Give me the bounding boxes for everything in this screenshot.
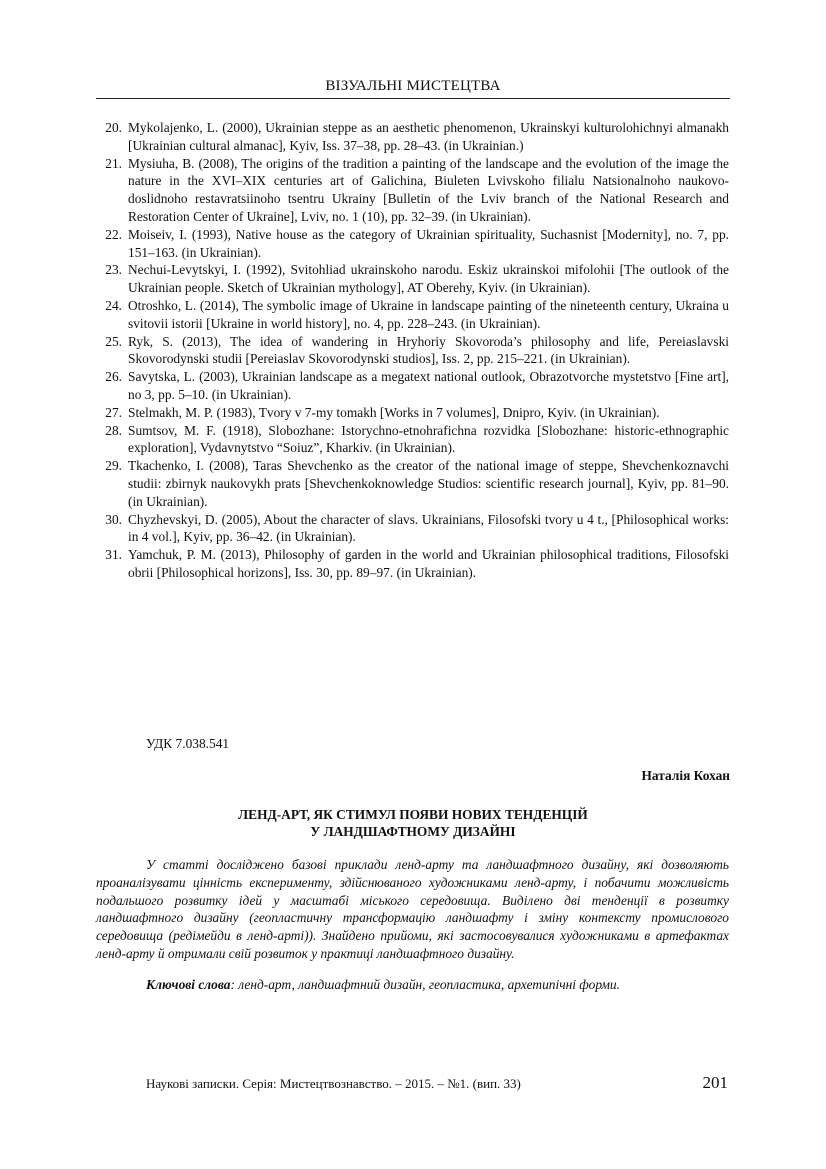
reference-number: 31. <box>105 547 122 563</box>
reference-text: Stelmakh, M. P. (1983), Tvory v 7-my tomakh [Works in 7 volumes], Dnipro, Kyiv. (in Ukrainian). <box>128 404 660 420</box>
udc-code: УДК 7.038.541 <box>146 736 230 751</box>
reference-number: 25. <box>105 333 122 349</box>
reference-item <box>96 457 729 510</box>
reference-text: Chyzhevskyi, D. (2005), About the character of slavs. Ukrainians, Filosofski tvory u 4 t., [Philosophical works: in 4 vol.], Kyiv, pp. 36–42. (in Ukrainian). <box>128 511 729 545</box>
reference-number: 26. <box>105 369 122 385</box>
reference-text: Sumtsov, M. F. (1918), Slobozhane: Istorychno-etnohrafichna rozvidka [Slobozhane: historic-ethnographic exploration], Vydavnytstvo “Soiuz”, Kharkiv. (in Ukrainian). <box>128 422 729 456</box>
article-title <box>96 806 730 840</box>
reference-item <box>96 422 729 458</box>
keywords-line <box>96 976 729 994</box>
reference-number: 22. <box>105 226 122 242</box>
reference-number: 29. <box>105 458 122 474</box>
keywords-label: Ключові слова <box>146 977 231 992</box>
reference-item <box>96 511 729 547</box>
reference-number: 20. <box>105 120 122 135</box>
reference-text: Savytska, L. (2003), Ukrainian landscape as a megatext national outlook, Obrazotvorche mystetstvo [Fine art], no 3, pp. 5–10. (in Ukrainian). <box>128 369 729 402</box>
reference-number: 30. <box>105 511 122 527</box>
reference-number: 21. <box>105 155 122 171</box>
reference-text: Yamchuk, P. M. (2013), Philosophy of garden in the world and Ukrainian philosophical traditions, Filosofski obrii [Philosophical horizons], Iss. 30, pp. 89–97. (in Ukrainian). <box>128 547 729 580</box>
reference-text: Mykolajenko, L. (2000), Ukrainian steppe as an aesthetic phenomenon, Ukrainskyi kulturolohichnyi almanakh [Ukrainian cultural almanac], Kyiv, Iss. 37–38, pp. 28–43. (in Ukrainian.) <box>128 120 729 153</box>
keywords-text: : ленд-арт, ландшафтний дизайн, геопластика, архетипічні форми. <box>230 977 620 992</box>
reference-number: 24. <box>105 297 122 313</box>
reference-item <box>96 333 729 369</box>
reference-text: Nechui-Levytskyi, I. (1992), Svitohliad ukrainskoho narodu. Eskiz ukrainskoi mifolohii [The outlook of the Ukrainian people. Sketch of Ukrainian mythology], AT Oberehy, Kyiv. (in Ukrainian). <box>128 262 729 296</box>
running-header: ВІЗУАЛЬНІ МИСТЕЦТВА <box>325 78 501 94</box>
reference-item <box>96 155 729 226</box>
footer-citation: Наукові записки. Серія: Мистецтвознавство. – 2015. – №1. (вип. 33) <box>146 1076 521 1091</box>
reference-item <box>96 226 729 262</box>
page-number: 201 <box>702 1073 728 1092</box>
reference-list <box>96 119 729 582</box>
reference-number: 27. <box>105 404 122 420</box>
article-title-line-1: ЛЕНД-АРТ, ЯК СТИМУЛ ПОЯВИ НОВИХ ТЕНДЕНЦІЙ <box>238 807 588 822</box>
reference-text: Tkachenko, I. (2008), Taras Shevchenko as the creator of the national image of steppe, Shevchenkoznavchi studii: zbirnyk naukovykh prats [Shevchenkoknowledge Studios: scientific research journal], Kyiv, pp. 81–90. (in Ukrainian). <box>128 458 729 509</box>
author-name: Наталія Кохан <box>641 768 730 783</box>
reference-text: Moiseiv, I. (1993), Native house as the category of Ukrainian spirituality, Suchasnist [Modernity], no. 7, pp. 151–163. (in Ukrainian). <box>128 226 729 260</box>
reference-number: 28. <box>105 422 122 438</box>
reference-text: Otroshko, L. (2014), The symbolic image of Ukraine in landscape painting of the nineteenth century, Ukraina u svitovii istorii [Ukraine in world history], no. 4, pp. 228–243. (in Ukrainian). <box>128 297 729 331</box>
reference-item <box>96 404 729 422</box>
header-divider <box>96 98 730 99</box>
reference-item <box>96 297 729 333</box>
reference-text: Mysiuha, B. (2008), The origins of the tradition a painting of the landscape and the evolution of the image the nature in the XVI–XIX centuries art of Galichina, Biuleten Lvivskoho filialu Natsionalnoho naukovo-doslidnoho restavratsiinoho tsentru Ukrainy [Bulletin of the Lviv branch of the National Research and Restoration Center of Ukraine], Lviv, no. 1 (10), pp. 32–39. (in Ukrainian). <box>128 155 729 224</box>
abstract-paragraph: У статті досліджено базові приклади ленд-арту та ландшафтного дизайну, які дозволяють проаналізувати цінність експерименту, здійснюваного художниками ленд-арту, і побачити можливість подальшого розвитку ідей у масштабі міського середовища. Виділено дві тенденції в розвитку ландшафтного дизайну (геопластичну трансформацію ландшафту і зміну контексту промислового середовища (редімейди в ленд-арті)). Знайдено прийоми, які застосовувалися художниками в артефактах ленд-арту й отримали свій розвиток у практиці ландшафтного дизайну. <box>96 857 729 961</box>
reference-number: 23. <box>105 262 122 278</box>
reference-item <box>96 261 729 297</box>
article-title-line-2: У ЛАНДШАФТНОМУ ДИЗАЙНІ <box>310 824 516 839</box>
reference-item <box>96 546 729 582</box>
reference-text: Ryk, S. (2013), The idea of wandering in Hryhoriy Skovoroda’s philosophy and life, Pereiaslavski Skovorodynski studii [Pereiaslav Skovorodynski studios], Iss. 2, pp. 215–221. (in Ukrainian). <box>128 333 729 367</box>
reference-item <box>96 368 729 404</box>
reference-item <box>96 119 729 155</box>
